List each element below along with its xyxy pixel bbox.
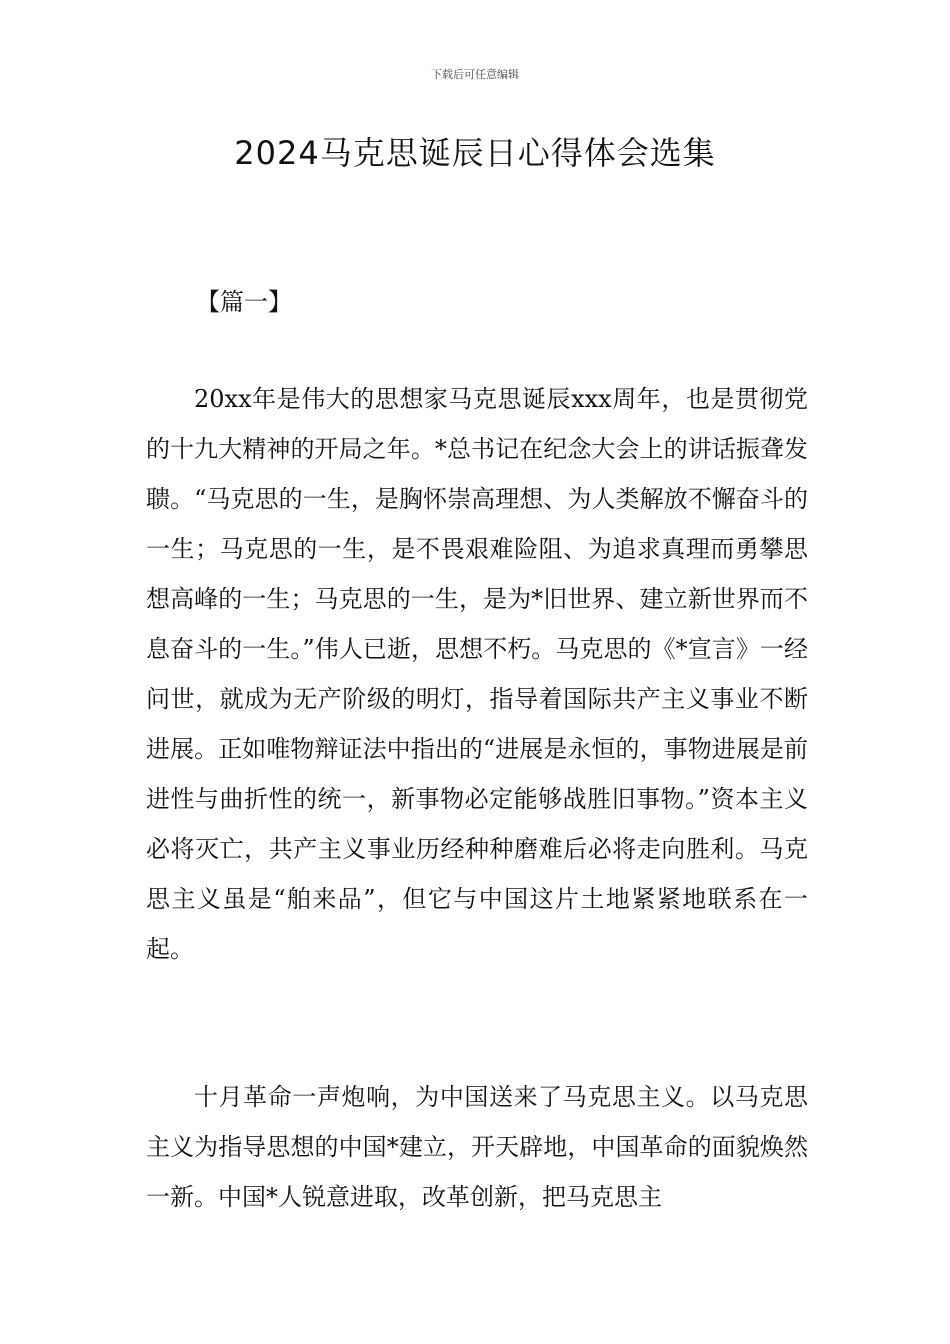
paragraph-2: 十月革命一声炮响，为中国送来了马克思主义。以马克思主义为指导思想的中国*建立，开天辟地，中国革命的面貌焕然一新。中国*人锐意进取，改革创新，把马克思主 xyxy=(146,1083,808,1211)
document-title: 2024马克思诞辰日心得体会选集 xyxy=(234,134,716,172)
paragraph-1: 20xx年是伟大的思想家马克思诞辰xxx周年，也是贯彻党的十九大精神的开局之年。*总书记在纪念大会上的讲话振聋发聩。“马克思的一生，是胸怀崇高理想、为人类解放不懈奋斗的一生；马克思的一生，是不畏艰难险阻、为追求真理而勇攀思想高峰的一生；马克思的一生，是为*旧世界、建立新世界而不息奋斗的一生。”伟人已逝，思想不朽。马克思的《*宣言》一经问世，就成为无产阶级的明灯，指导着国际共产主义事业不断进展。正如唯物辩证法中指出的“进展是永恒的，事物进展是前进性与曲折性的统一，新事物必定能够战胜旧事物。”资本主义必将灭亡，共产主义事业历经种种磨难后必将走向胜利。马克思主义虽是“舶来品”，但它与中国这片土地紧紧地联系在一起。 xyxy=(146,385,808,963)
header-note: 下载后可任意编辑 xyxy=(431,68,519,81)
section-label: 【篇一】 xyxy=(196,288,292,316)
